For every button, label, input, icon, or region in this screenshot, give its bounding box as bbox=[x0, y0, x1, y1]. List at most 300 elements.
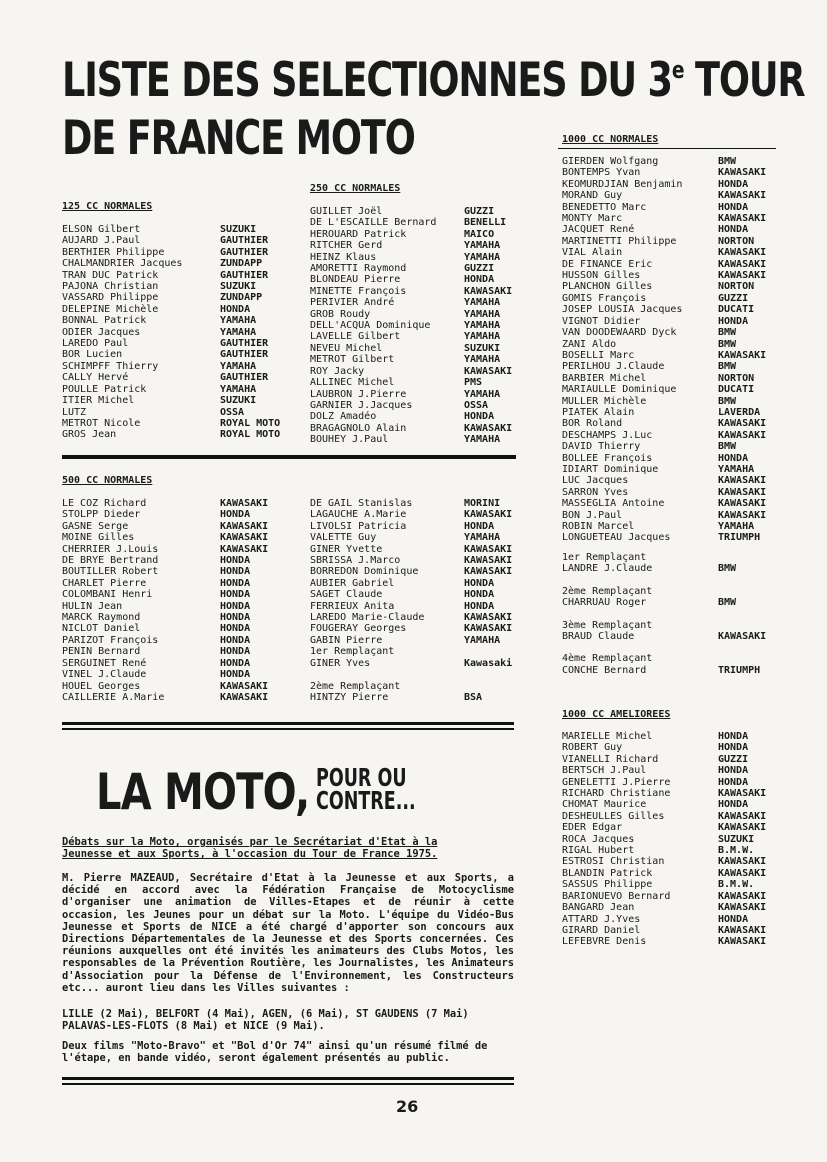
rider-name: PERILHOU J.Claude bbox=[562, 361, 665, 373]
rider-name: ALLINEC Michel bbox=[310, 377, 395, 389]
rider-name: LE COZ Richard bbox=[62, 498, 147, 509]
article-subtitle bbox=[316, 763, 416, 815]
rider-name: RICHARD Christiane bbox=[562, 788, 671, 800]
motorcycle-make: YAMAHA bbox=[464, 354, 501, 366]
rider-name: LAGAUCHE A.Marie bbox=[310, 509, 407, 521]
rider-name: BON J.Paul bbox=[562, 509, 623, 521]
table-row bbox=[562, 754, 780, 765]
table-row bbox=[562, 563, 766, 574]
table-row bbox=[562, 834, 780, 845]
motorcycle-make bbox=[464, 681, 534, 692]
table-row bbox=[310, 566, 534, 577]
subtitle-line2: CONTRE... bbox=[316, 786, 416, 815]
motorcycle-make: KAWASAKI bbox=[718, 936, 767, 948]
motorcycle-make: KAWASAKI bbox=[718, 867, 767, 879]
motorcycle-make: HONDA bbox=[464, 589, 495, 601]
table-row bbox=[62, 566, 300, 577]
motorcycle-make bbox=[464, 669, 534, 680]
motorcycle-make: KAWASAKI bbox=[464, 509, 513, 521]
rider-name: LUTZ bbox=[62, 406, 87, 418]
rider-name: BERTHIER Philippe bbox=[62, 246, 165, 258]
motorcycle-make: KAWASAKI bbox=[464, 612, 513, 624]
table-row bbox=[310, 498, 534, 509]
table-row bbox=[310, 434, 534, 445]
table-row bbox=[562, 914, 780, 925]
substitutes-1000cc bbox=[562, 552, 766, 687]
table-row bbox=[562, 731, 780, 742]
motorcycle-make: SUZUKI bbox=[220, 281, 257, 293]
table-row bbox=[62, 429, 300, 440]
table-row bbox=[310, 692, 534, 703]
table-row bbox=[562, 270, 780, 281]
motorcycle-make: HONDA bbox=[220, 566, 251, 578]
table-row bbox=[562, 822, 780, 833]
motorcycle-make: HONDA bbox=[718, 742, 749, 754]
table-row bbox=[310, 343, 534, 354]
motorcycle-make: KAWASAKI bbox=[220, 520, 269, 532]
lead-line2: Jeunesse et aux Sports, à l'occasion du Tour de France 1975. bbox=[62, 848, 438, 861]
motorcycle-make: KAWASAKI bbox=[718, 213, 767, 225]
table-row bbox=[562, 487, 780, 498]
rider-name: BRAUD Claude bbox=[562, 631, 635, 643]
table-row bbox=[310, 286, 534, 297]
table-row bbox=[310, 423, 534, 434]
table-row bbox=[562, 902, 780, 913]
table-row bbox=[310, 297, 534, 308]
rider-name: GINER Yvette bbox=[310, 543, 383, 555]
table-row bbox=[562, 304, 780, 315]
rider-name: ROBIN Marcel bbox=[562, 521, 635, 532]
motorcycle-make: KAWASAKI bbox=[718, 270, 767, 282]
table-row bbox=[62, 327, 300, 338]
table-row bbox=[562, 799, 780, 810]
motorcycle-make: GUZZI bbox=[464, 263, 495, 275]
table-row bbox=[310, 578, 534, 589]
motorcycle-make: MAICO bbox=[464, 228, 495, 240]
table-row bbox=[310, 411, 534, 422]
motorcycle-make: YAMAHA bbox=[464, 388, 501, 400]
motorcycle-make: BSA bbox=[464, 691, 483, 703]
table-125cc bbox=[62, 224, 300, 441]
rider-name: PENIN Bernard bbox=[62, 646, 141, 658]
rider-name: MOINE Gilles bbox=[62, 532, 135, 544]
rider-name: LUC Jacques bbox=[562, 475, 629, 487]
motorcycle-make: GAUTHIER bbox=[220, 338, 269, 350]
rider-name: CHARRUAU Roger bbox=[562, 597, 647, 609]
substitute-label: 3ème Remplaçant bbox=[562, 619, 653, 631]
rider-name: HINTZY Pierre bbox=[310, 691, 389, 703]
table-row bbox=[310, 320, 534, 331]
table-row bbox=[562, 190, 780, 201]
table-row bbox=[62, 418, 300, 429]
motorcycle-make: ROYAL MOTO bbox=[220, 429, 281, 441]
heading-125cc: 125 CC NORMALES bbox=[62, 201, 153, 212]
table-row bbox=[562, 879, 780, 890]
motorcycle-make: KAWASAKI bbox=[718, 429, 767, 441]
motorcycle-make: GUZZI bbox=[718, 753, 749, 765]
table-row bbox=[310, 509, 534, 520]
rider-name: CHARLET Pierre bbox=[62, 577, 147, 589]
table-row bbox=[562, 373, 780, 384]
rider-name: GOMIS François bbox=[562, 292, 647, 304]
table-row bbox=[62, 498, 300, 509]
table-row bbox=[310, 331, 534, 342]
rider-name: DE L'ESCAILLE Bernard bbox=[310, 217, 437, 229]
rider-name: CALLY Hervé bbox=[62, 372, 129, 384]
article-paragraph-3: Deux films "Moto-Bravo" et "Bol d'Or 74" ainsi qu'un résumé filmé de l'étape, en bande vidéo, seront également présentés au public. bbox=[62, 1040, 488, 1065]
table-row bbox=[562, 788, 780, 799]
table-row bbox=[310, 377, 534, 388]
table-row bbox=[62, 623, 300, 634]
table-row bbox=[562, 327, 780, 338]
rider-name: CONCHE Bernard bbox=[562, 664, 647, 676]
table-row bbox=[310, 681, 534, 692]
table-row bbox=[62, 578, 300, 589]
table-row bbox=[310, 389, 534, 400]
rider-name: DELL'ACQUA Dominique bbox=[310, 320, 431, 332]
rider-name: HEINZ Klaus bbox=[310, 251, 377, 263]
table-row bbox=[562, 936, 780, 947]
title-superscript: e bbox=[671, 56, 684, 84]
rider-name: VIAL Alain bbox=[562, 247, 623, 259]
motorcycle-make: BMW bbox=[718, 327, 737, 339]
motorcycle-make: BMW bbox=[718, 395, 737, 407]
motorcycle-make bbox=[464, 646, 534, 657]
motorcycle-make: HONDA bbox=[220, 669, 251, 681]
table-row bbox=[562, 925, 780, 936]
motorcycle-make: GAUTHIER bbox=[220, 246, 269, 258]
motorcycle-make: HONDA bbox=[220, 303, 251, 315]
rider-name: LAUBRON J.Pierre bbox=[310, 388, 407, 400]
rider-name: AMORETTI Raymond bbox=[310, 263, 407, 275]
rider-name: MONTY Marc bbox=[562, 213, 623, 225]
rider-name: BLANDIN Patrick bbox=[562, 867, 653, 879]
motorcycle-make: YAMAHA bbox=[464, 308, 501, 320]
table-row bbox=[62, 646, 300, 657]
rider-name: ESTROSI Christian bbox=[562, 856, 665, 868]
rider-name: LAREDO Marie-Claude bbox=[310, 612, 425, 624]
table-500cc-left bbox=[62, 498, 300, 703]
rider-name: PAJONA Christian bbox=[62, 281, 159, 293]
motorcycle-make: HONDA bbox=[464, 600, 495, 612]
motorcycle-make: KAWASAKI bbox=[718, 822, 767, 834]
article-rule-bottom-1 bbox=[62, 1077, 514, 1080]
table-row bbox=[310, 669, 534, 680]
motorcycle-make: HONDA bbox=[718, 452, 749, 464]
rider-name: KEOMURDJIAN Benjamin bbox=[562, 178, 683, 190]
rider-name: BOLLEE François bbox=[562, 452, 653, 464]
table-row bbox=[310, 612, 534, 623]
rider-name: MARIELLE Michel bbox=[562, 731, 653, 742]
rider-name: VINEL J.Claude bbox=[62, 669, 147, 681]
table-row bbox=[310, 263, 534, 274]
table-row bbox=[562, 247, 780, 258]
rider-name: BLONDEAU Pierre bbox=[310, 274, 401, 286]
table-row bbox=[562, 361, 780, 372]
motorcycle-make: KAWASAKI bbox=[718, 498, 767, 510]
table-row bbox=[62, 304, 300, 315]
table-row bbox=[310, 309, 534, 320]
rider-name: ZANI Aldo bbox=[562, 338, 617, 350]
table-row bbox=[62, 235, 300, 246]
table-row bbox=[562, 665, 766, 676]
table-row bbox=[310, 589, 534, 600]
heading-rule bbox=[558, 148, 776, 149]
motorcycle-make: YAMAHA bbox=[464, 297, 501, 309]
table-row bbox=[62, 589, 300, 600]
table-row bbox=[62, 544, 300, 555]
motorcycle-make: KAWASAKI bbox=[718, 167, 767, 179]
motorcycle-make: HONDA bbox=[220, 646, 251, 658]
rider-name: ATTARD J.Yves bbox=[562, 913, 641, 925]
table-row bbox=[310, 240, 534, 251]
motorcycle-make: HONDA bbox=[718, 776, 749, 788]
motorcycle-make: HONDA bbox=[220, 555, 251, 567]
motorcycle-make: HONDA bbox=[464, 274, 495, 286]
rider-name: GASNE Serge bbox=[62, 520, 129, 532]
motorcycle-make: KAWASAKI bbox=[220, 532, 269, 544]
table-row bbox=[562, 430, 780, 441]
motorcycle-make: MORINI bbox=[464, 498, 501, 509]
motorcycle-make: SUZUKI bbox=[464, 342, 501, 354]
motorcycle-make: SUZUKI bbox=[718, 833, 755, 845]
motorcycle-make: GAUTHIER bbox=[220, 269, 269, 281]
article-title: LA MOTO, bbox=[96, 763, 310, 821]
rider-name: VALETTE Guy bbox=[310, 532, 377, 544]
rider-name: ROY Jacky bbox=[310, 365, 365, 377]
divider-rule bbox=[62, 455, 516, 459]
motorcycle-make: KAWASAKI bbox=[718, 509, 767, 521]
rider-name: VAN DOODEWAARD Dyck bbox=[562, 327, 677, 339]
rider-name: MULLER Michèle bbox=[562, 395, 647, 407]
table-row bbox=[62, 247, 300, 258]
rider-name: DE GAIL Stanislas bbox=[310, 498, 413, 509]
substitute-label: 4ème Remplaçant bbox=[562, 653, 653, 665]
rider-name bbox=[310, 669, 464, 680]
table-row bbox=[62, 372, 300, 383]
table-row bbox=[310, 658, 534, 669]
motorcycle-make: HONDA bbox=[464, 577, 495, 589]
rider-name: LEFEBVRE Denis bbox=[562, 936, 647, 948]
table-row bbox=[62, 681, 300, 692]
rider-name: BONNAL Patrick bbox=[62, 315, 147, 327]
motorcycle-make: YAMAHA bbox=[464, 532, 501, 544]
table-row bbox=[310, 646, 534, 657]
rider-name: CHOMAT Maurice bbox=[562, 799, 647, 811]
motorcycle-make: YAMAHA bbox=[464, 331, 501, 343]
motorcycle-make: YAMAHA bbox=[464, 434, 501, 446]
motorcycle-make: KAWASAKI bbox=[718, 631, 767, 643]
rider-name: SAGET Claude bbox=[310, 589, 383, 601]
rider-name: GROS Jean bbox=[62, 429, 117, 441]
table-row bbox=[310, 532, 534, 543]
substitute-group bbox=[562, 653, 766, 676]
table-row bbox=[562, 510, 780, 521]
rider-name: ROCA Jacques bbox=[562, 833, 635, 845]
table-row bbox=[310, 206, 534, 217]
table-row bbox=[562, 384, 780, 395]
rider-name: CAILLERIE A.Marie bbox=[62, 691, 165, 703]
rider-name: BONTEMPS Yvan bbox=[562, 167, 641, 179]
motorcycle-make: KAWASAKI bbox=[464, 422, 513, 434]
table-row bbox=[562, 316, 780, 327]
table-row bbox=[562, 597, 766, 608]
rider-name: MASSEGLIA Antoine bbox=[562, 498, 665, 510]
motorcycle-make: KAWASAKI bbox=[718, 190, 767, 202]
rider-name: BENEDETTO Marc bbox=[562, 201, 647, 213]
table-row bbox=[310, 635, 534, 646]
motorcycle-make: BMW bbox=[718, 563, 737, 575]
motorcycle-make: YAMAHA bbox=[220, 360, 257, 372]
motorcycle-make: GAUTHIER bbox=[220, 349, 269, 361]
rider-name: SASSUS Philippe bbox=[562, 879, 653, 891]
table-row bbox=[62, 509, 300, 520]
table-row bbox=[310, 229, 534, 240]
motorcycle-make: HONDA bbox=[220, 509, 251, 521]
motorcycle-make: KAWASAKI bbox=[464, 623, 513, 635]
motorcycle-make: KAWASAKI bbox=[718, 247, 767, 259]
rider-name: PERIVIER André bbox=[310, 297, 395, 309]
rider-name: ELSON Gilbert bbox=[62, 224, 141, 235]
table-500cc-right bbox=[310, 498, 534, 703]
table-row bbox=[562, 441, 780, 452]
motorcycle-make: HONDA bbox=[718, 201, 749, 213]
motorcycle-make: BMW bbox=[718, 441, 737, 453]
rider-name: METROT Gilbert bbox=[310, 354, 395, 366]
rider-name: BOR Lucien bbox=[62, 349, 123, 361]
rider-name: GABIN Pierre bbox=[310, 634, 383, 646]
motorcycle-make: ZUNDAPP bbox=[220, 258, 263, 270]
motorcycle-make: ROYAL MOTO bbox=[220, 417, 281, 429]
table-row bbox=[310, 521, 534, 532]
table-row bbox=[562, 179, 780, 190]
rider-name: GROB Roudy bbox=[310, 308, 371, 320]
table-row bbox=[310, 555, 534, 566]
table-row bbox=[62, 669, 300, 680]
motorcycle-make: KAWASAKI bbox=[464, 566, 513, 578]
motorcycle-make: KAWASAKI bbox=[464, 365, 513, 377]
motorcycle-make: GUZZI bbox=[718, 292, 749, 304]
motorcycle-make: BMW bbox=[718, 597, 737, 609]
rider-name: FERRIEUX Anita bbox=[310, 600, 395, 612]
rider-name: DE BRYE Bertrand bbox=[62, 555, 159, 567]
article-rule-bottom-2 bbox=[62, 1083, 514, 1085]
rider-name: SBRISSA J.Marco bbox=[310, 555, 401, 567]
rider-name: BRAGAGNOLO Alain bbox=[310, 422, 407, 434]
article-rule-top-1 bbox=[62, 722, 514, 725]
rider-name: LAVELLE Gilbert bbox=[310, 331, 401, 343]
rider-name: GENELETTI J.Pierre bbox=[562, 776, 671, 788]
rider-name: DESHEULLES Gilles bbox=[562, 810, 665, 822]
motorcycle-make: KAWASAKI bbox=[718, 486, 767, 498]
table-row bbox=[562, 350, 780, 361]
motorcycle-make: KAWASAKI bbox=[718, 902, 767, 914]
table-row bbox=[562, 532, 780, 543]
page-number: 26 bbox=[396, 1097, 419, 1116]
rider-name: POULLE Patrick bbox=[62, 383, 147, 395]
rider-name: PARIZOT François bbox=[62, 634, 159, 646]
substitute-group bbox=[562, 586, 766, 609]
article-lead bbox=[62, 836, 437, 860]
rider-name: SARRON Yves bbox=[562, 486, 629, 498]
table-row bbox=[62, 361, 300, 372]
table-row bbox=[562, 259, 780, 270]
table-row bbox=[62, 281, 300, 292]
motorcycle-make: PMS bbox=[464, 377, 483, 389]
motorcycle-make: YAMAHA bbox=[718, 521, 755, 532]
table-row bbox=[562, 498, 780, 509]
motorcycle-make: BMW bbox=[718, 156, 737, 167]
rider-name: MARCK Raymond bbox=[62, 612, 141, 624]
table-row bbox=[310, 217, 534, 228]
motorcycle-make: HONDA bbox=[718, 765, 749, 777]
table-row bbox=[62, 258, 300, 269]
table-row bbox=[562, 475, 780, 486]
motorcycle-make: HONDA bbox=[220, 634, 251, 646]
table-row bbox=[62, 395, 300, 406]
motorcycle-make: KAWASAKI bbox=[718, 856, 767, 868]
motorcycle-make: YAMAHA bbox=[464, 320, 501, 332]
subtitle-line1: POUR OU bbox=[316, 763, 407, 792]
rider-name: HEROUARD Patrick bbox=[310, 228, 407, 240]
rider-name: EDER Edgar bbox=[562, 822, 623, 834]
motorcycle-make: KAWASAKI bbox=[464, 555, 513, 567]
motorcycle-make: NORTON bbox=[718, 372, 755, 384]
rider-name: BOSELLI Marc bbox=[562, 349, 635, 361]
title-tour: TOUR bbox=[695, 53, 805, 108]
rider-name: 2ème Remplaçant bbox=[310, 680, 401, 692]
table-row bbox=[562, 856, 780, 867]
table-row bbox=[562, 811, 780, 822]
rider-name: METROT Nicole bbox=[62, 417, 141, 429]
rider-name: RITCHER Gerd bbox=[310, 240, 383, 252]
rider-name: HULIN Jean bbox=[62, 600, 123, 612]
table-1000cc-ameliorees bbox=[562, 731, 780, 948]
table-row bbox=[562, 891, 780, 902]
motorcycle-make: YAMAHA bbox=[464, 634, 501, 646]
table-row bbox=[562, 868, 780, 879]
rider-name: DELEPINE Michèle bbox=[62, 303, 159, 315]
table-row bbox=[62, 270, 300, 281]
rider-name: BANGARD Jean bbox=[562, 902, 635, 914]
motorcycle-make: BMW bbox=[718, 338, 737, 350]
motorcycle-make: HONDA bbox=[220, 600, 251, 612]
table-row bbox=[62, 635, 300, 646]
table-row bbox=[562, 224, 780, 235]
table-row bbox=[562, 156, 780, 167]
motorcycle-make: HONDA bbox=[220, 623, 251, 635]
rider-name: BOUTILLER Robert bbox=[62, 566, 159, 578]
substitute-group bbox=[562, 620, 766, 643]
motorcycle-make: YAMAHA bbox=[718, 463, 755, 475]
table-row bbox=[310, 601, 534, 612]
table-row bbox=[562, 281, 780, 292]
motorcycle-make: KAWASAKI bbox=[718, 890, 767, 902]
substitute-label: 1er Remplaçant bbox=[562, 552, 647, 563]
motorcycle-make: HONDA bbox=[718, 224, 749, 236]
motorcycle-make: DUCATI bbox=[718, 304, 755, 316]
motorcycle-make: YAMAHA bbox=[464, 240, 501, 252]
rider-name: ODIER Jacques bbox=[62, 326, 141, 338]
rider-name: DESCHAMPS J.Luc bbox=[562, 429, 653, 441]
table-row bbox=[562, 453, 780, 464]
table-row bbox=[562, 236, 780, 247]
motorcycle-make: KAWASAKI bbox=[718, 810, 767, 822]
table-1000cc bbox=[562, 156, 780, 544]
motorcycle-make: HONDA bbox=[464, 411, 495, 423]
rider-name: VASSARD Philippe bbox=[62, 292, 159, 304]
table-row bbox=[562, 418, 780, 429]
